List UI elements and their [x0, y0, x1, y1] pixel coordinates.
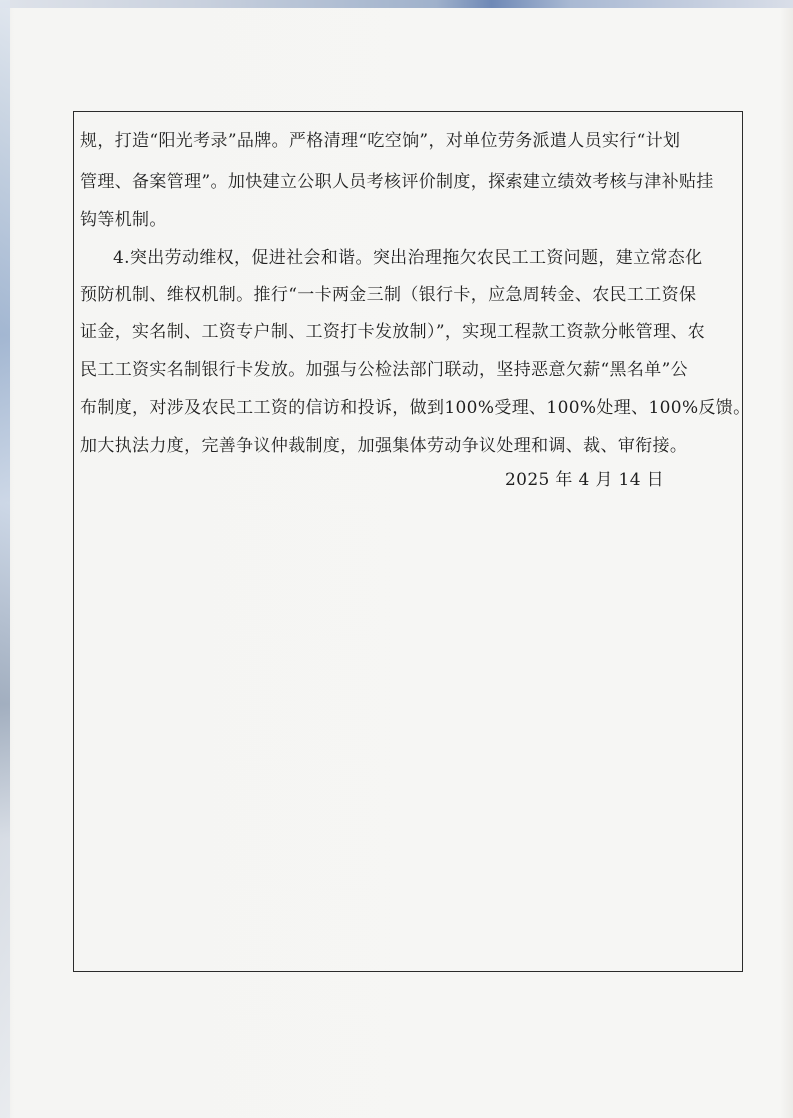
scan-top-edge	[0, 0, 793, 8]
text-line: 预防机制、维权机制。推行“一卡两金三制（银行卡，应急周转金、农民工工资保	[80, 285, 697, 305]
document-frame	[73, 111, 751, 972]
document-date: 2025 年 4 月 14 日	[505, 470, 664, 490]
text-line: 规，打造“阳光考录”品牌。严格清理“吃空饷”，对单位劳务派遣人员实行“计划	[80, 131, 681, 151]
scan-left-edge	[0, 0, 10, 1118]
text-line: 证金，实名制、工资专户制、工资打卡发放制）”，实现工程款工资款分帐管理、农	[80, 322, 706, 342]
text-line: 布制度，对涉及农民工工资的信访和投诉，做到100%受理、100%处理、100%反馈。	[80, 398, 751, 418]
text-line: 民工工资实名制银行卡发放。加强与公检法部门联动，坚持恶意欠薪“黑名单”公	[80, 360, 688, 380]
text-line: 加大执法力度，完善争议仲裁制度，加强集体劳动争议处理和调、裁、审衔接。	[80, 436, 688, 456]
text-line: 管理、备案管理”。加快建立公职人员考核评价制度，探索建立绩效考核与津补贴挂	[80, 172, 714, 192]
text-line: 4.突出劳动维权，促进社会和谐。突出治理拖欠农民工工资问题，建立常态化	[113, 248, 703, 268]
text-line: 钩等机制。	[80, 210, 167, 230]
